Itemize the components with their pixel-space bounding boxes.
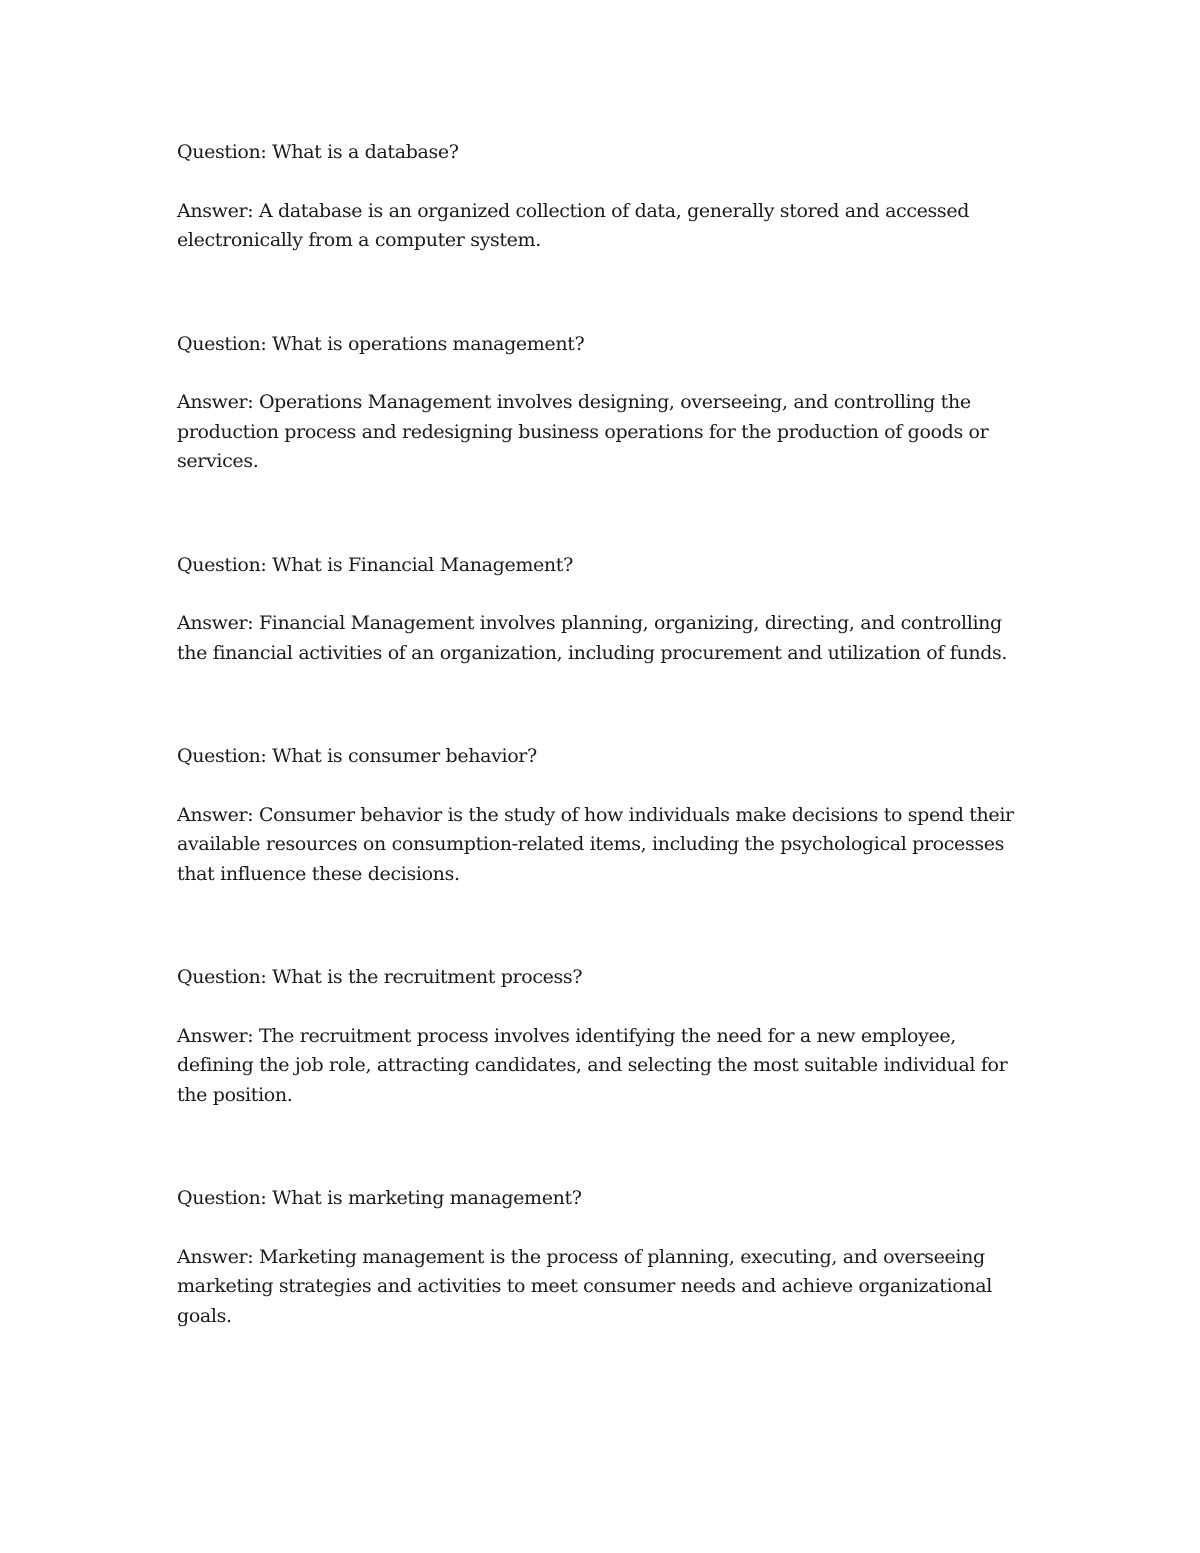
question-text: Question: What is the recruitment process? <box>177 966 583 988</box>
qa-item <box>177 330 1037 477</box>
qa-item <box>177 551 1037 669</box>
qa-item <box>177 138 1037 256</box>
qa-item <box>177 963 1037 1110</box>
qa-item <box>177 1184 1037 1331</box>
question-text: Question: What is operations management? <box>177 332 585 355</box>
answer-text: Answer: A database is an organized collection of data, generally stored and accessed electronically from a computer system. <box>177 199 970 251</box>
question-text: Question: What is a database? <box>177 141 459 163</box>
question-text: Question: What is consumer behavior? <box>177 745 537 767</box>
answer-text: Answer: The recruitment process involves identifying the need for a new employee, defining the job role, attracting candidates, and selecting the most suitable individual for the position. <box>177 1024 1008 1106</box>
question-text: Question: What is Financial Management? <box>177 553 573 576</box>
answer-text: Answer: Operations Management involves designing, overseeing, and controlling the production process and redesigning business operations for the production of goods or services. <box>177 391 989 472</box>
answer-text: Answer: Financial Management involves planning, organizing, directing, and controlling the financial activities of an organization, including procurement and utilization of funds. <box>177 612 1008 664</box>
answer-text: Answer: Consumer behavior is the study of how individuals make decisions to spend their available resources on consumption-related items, including the psychological processes that influence these decisions. <box>177 803 1014 885</box>
document-body <box>177 138 1037 1405</box>
answer-text: Answer: Marketing management is the process of planning, executing, and overseeing marketing strategies and activities to meet consumer needs and achieve organizational goals. <box>177 1245 992 1327</box>
qa-item <box>177 742 1037 889</box>
question-text: Question: What is marketing management? <box>177 1187 582 1209</box>
